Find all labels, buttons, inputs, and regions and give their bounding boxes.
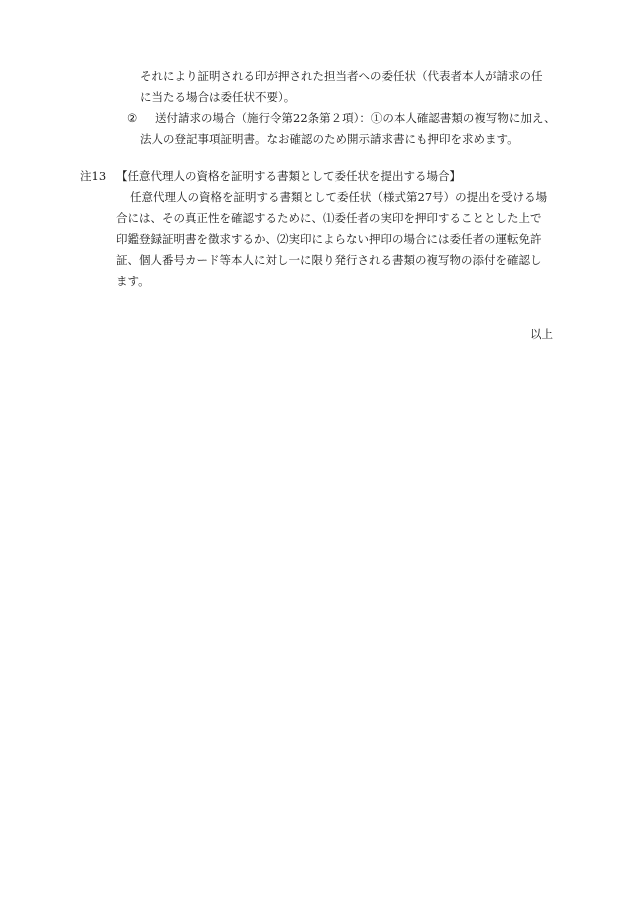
note-13-body-line-1: 任意代理人の資格を証明する書類として委任状（様式第27号）の提出を受ける場: [130, 190, 548, 204]
list-item-2-number: ②: [127, 111, 138, 125]
list-item-2-text-line-1: 送付請求の場合（施行令第22条第２項）：①の本人確認書類の複写物に加え、: [155, 111, 556, 125]
continued-paragraph-line-1: それにより証明される印が押された担当者への委任状（代表者本人が請求の任: [140, 69, 543, 83]
note-13-label: 注13: [80, 169, 107, 183]
note-13-body-line-3: 印鑑登録証明書を徴求するか、⑵実印によらない押印の場合には委任者の運転免許: [116, 232, 542, 246]
list-item-2-text-line-2: 法人の登記事項証明書。なお確認のため開示請求書にも押印を求めます。: [140, 132, 519, 146]
note-13-body-line-5: ます。: [116, 274, 150, 288]
note-13-body-line-2: 合には、その真正性を確認するために、⑴委任者の実印を押印することとした上で: [116, 211, 542, 225]
list-item-2: [127, 110, 556, 126]
closing-remark: 以上: [530, 327, 553, 341]
note-13-body-line-4: 証、個人番号カード等本人に対し一に限り発行される書類の複写物の添付を確認し: [116, 253, 542, 267]
continued-paragraph-line-2: に当たる場合は委任状不要）。: [140, 90, 296, 104]
note-13-heading: 【任意代理人の資格を証明する書類として委任状を提出する場合】: [116, 169, 461, 183]
